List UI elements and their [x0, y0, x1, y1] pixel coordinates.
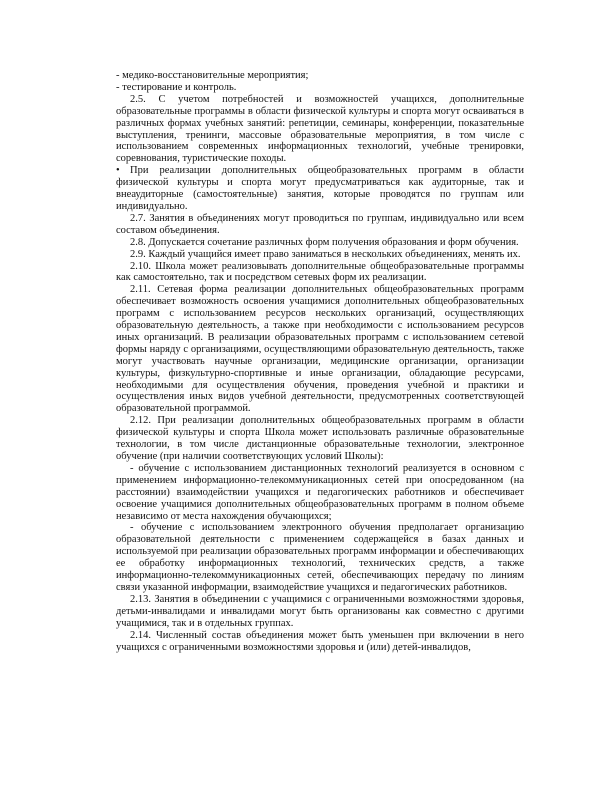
list-item-distance-learning: - обучение с использованием дистанционных технологий реализуется в основном с применением информационно-телекоммуникационных сетей при опосредованном (на расстоянии) взаимодействии учащихся и педагогических работников и обеспечивает освоение учащимися дополнительных общеобразовательных программ в полном объеме независимо от места нахождения обучающихся;	[116, 462, 524, 522]
paragraph-2-14: 2.14. Численный состав объединения может быть уменьшен при включении в него учащихся с ограниченными возможностями здоровья и (или) детей-инвалидов,	[116, 629, 524, 653]
paragraph-2-7: 2.7. Занятия в объединениях могут проводиться по группам, индивидуально или всем составом объединения.	[116, 212, 524, 236]
list-item-testing: - тестирование и контроль.	[116, 81, 237, 93]
paragraph-2-5: 2.5. С учетом потребностей и возможностей учащихся, дополнительные образовательные программы в области физической культуры и спорта могут осваиваться в различных формах учебных занятий: репетиции, семинары, конференции, показательные выступления, тренинги, массовые образовательные мероприятия, в том числе с использованием современных информационных технологий, учебные тренировки, соревнования, туристические походы.	[116, 93, 524, 165]
paragraph-2-9: 2.9. Каждый учащийся имеет право заниматься в нескольких объединениях, менять их.	[130, 248, 521, 260]
document-body	[116, 70, 524, 653]
paragraph-2-10: 2.10. Школа может реализовывать дополнительные общеобразовательные программы как самостоятельно, так и посредством сетевых форм их реализации.	[116, 260, 524, 284]
bullet-icon: •	[116, 165, 120, 177]
bullet-paragraph	[116, 165, 524, 213]
paragraph-2-12: 2.12. При реализации дополнительных общеобразовательных программ в области физической культуры и спорта Школа может использовать различные образовательные технологии, в том числе дистанционные образовательные технологии, электронное обучение (при наличии соответствующих условий Школы):	[116, 415, 524, 462]
list-item-e-learning: - обучение с использованием электронного обучения предполагает организацию образовательной деятельности с применением содержащейся в базах данных и используемой при реализации образовательных программ информации и обеспечивающих ее обработку информационных технологий, технических средств, а также информационно-телекоммуникационных сетей, обеспечивающих передачу по линиям связи указанной информации, взаимодействие учащихся и педагогических работников.	[116, 522, 524, 593]
paragraph-2-8: 2.8. Допускается сочетание различных форм получения образования и форм обучения.	[130, 236, 519, 248]
paragraph-2-13: 2.13. Занятия в объединении с учащимися с ограниченными возможностями здоровья, детьми-инвалидами и инвалидами могут быть организованы как совместно с другими учащимися, так и в отдельных группах.	[116, 593, 524, 629]
bullet-paragraph-text: При реализации дополнительных общеобразовательных программ в области физической культуры и спорта могут предусматриваться как аудиторные, так и внеаудиторные (самостоятельные) занятия, которые проводятся по группам или индивидуально.	[116, 165, 524, 212]
paragraph-2-11: 2.11. Сетевая форма реализации дополнительных общеобразовательных программ обеспечивает возможность освоения учащимися дополнительных общеобразовательных программ с использованием ресурсов нескольких организаций, осуществляющих образовательную деятельность, а также при необходимости с использованием ресурсов иных организаций. В реализации образовательных программ с использованием сетевой формы наряду с организациями, осуществляющими образовательную деятельность, также могут участвовать научные организации, медицинские организации, организации культуры, физкультурно-спортивные и иные организации, обладающие ресурсами, необходимыми для осуществления обучения, проведения учебной и практики и осуществления иных видов учебной деятельности, предусмотренных соответствующей образовательной программой.	[116, 284, 524, 415]
list-item-rehab: - медико-восстановительные мероприятия;	[116, 70, 309, 81]
